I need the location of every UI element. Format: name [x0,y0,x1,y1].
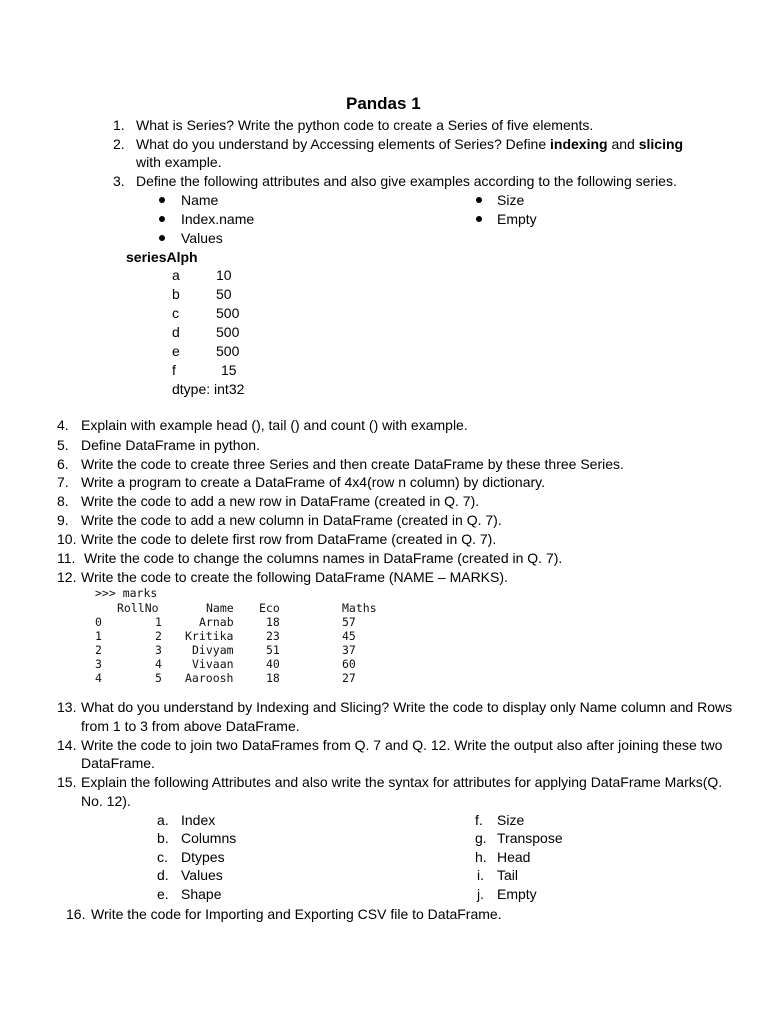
attribute-item: Columns [181,830,237,846]
row-index: 0 [95,615,102,629]
bold-term-indexing: indexing [550,136,608,152]
attribute-letter: e. [157,886,169,902]
question-15-text: Explain the following Attributes and also write the syntax for attributes for applying DataFrame Marks(Q. [81,774,723,790]
cell-rollno: 2 [155,629,162,643]
attribute-item: Tail [497,867,519,883]
row-index: 3 [95,657,102,671]
column-header-rollno: RollNo [117,601,159,615]
column-header-name: Name [206,601,234,615]
question-12-text: Write the code to create the following DataFrame (NAME – MARKS). [81,569,508,585]
bullet-icon [159,216,165,222]
cell-maths: 45 [342,629,356,643]
series-name-label: seriesAlph [126,249,198,265]
question-7-text: Write a program to create a DataFrame of 4x4(row n column) by dictionary. [81,474,545,490]
cell-maths: 37 [342,643,356,657]
question-number: 14. [57,737,77,753]
question-2-text [136,136,683,152]
question-number: 6. [57,456,69,472]
question-3-text: Define the following attributes and also give examples according to the following series. [136,173,677,189]
attribute-letter: b. [157,830,169,846]
cell-maths: 57 [342,615,356,629]
question-9-text: Write the code to add a new column in DataFrame (created in Q. 7). [81,512,502,528]
series-index: c [172,305,179,321]
cell-name: Divyam [192,643,234,657]
attribute-bullet-item: Empty [497,211,537,227]
series-value: 10 [216,267,232,283]
question-6-text: Write the code to create three Series and then create DataFrame by these three Series. [81,456,624,472]
attribute-letter: i. [477,867,484,883]
series-value: 50 [216,286,232,302]
question-number: 4. [57,417,69,433]
cell-maths: 27 [342,671,356,685]
console-prompt: >>> marks [95,586,158,600]
attribute-bullet-item: Index.name [181,211,255,227]
series-index: b [172,286,180,302]
cell-eco: 23 [266,629,280,643]
question-13-continuation: from 1 to 3 from above DataFrame. [81,718,300,734]
cell-eco: 40 [266,657,280,671]
row-index: 1 [95,629,102,643]
question-2-text-part: What do you understand by Accessing elements of Series? Define [136,136,551,152]
cell-eco: 18 [266,671,280,685]
series-index: a [172,267,180,283]
question-number: 3. [113,173,125,189]
question-number: 9. [57,512,69,528]
series-value: 500 [216,305,240,321]
series-index: e [172,343,180,359]
cell-name: Aaroosh [185,671,234,685]
question-5-text: Define DataFrame in python. [81,437,260,453]
attribute-item: Transpose [497,830,563,846]
attribute-item: Values [181,867,223,883]
column-header-maths: Maths [342,601,377,615]
attribute-letter: f. [475,812,483,828]
cell-rollno: 5 [155,671,162,685]
question-4-text: Explain with example head (), tail () and count () with example. [81,417,468,433]
cell-eco: 51 [266,643,280,657]
bullet-icon [476,216,482,222]
attribute-item: Size [497,812,525,828]
attribute-letter: j. [477,886,484,902]
attribute-item: Index [181,812,216,828]
question-11-text: Write the code to change the columns names in DataFrame (created in Q. 7). [84,550,563,566]
cell-name: Kritika [185,629,234,643]
question-number: 7. [57,474,69,490]
question-10-text: Write the code to delete first row from DataFrame (created in Q. 7). [81,531,497,547]
attribute-letter: h. [475,849,487,865]
attribute-item: Shape [181,886,222,902]
bullet-icon [476,197,482,203]
question-8-text: Write the code to add a new row in DataFrame (created in Q. 7). [81,493,480,509]
bold-term-slicing: slicing [638,136,684,152]
cell-name: Arnab [199,615,234,629]
attribute-letter: d. [157,867,169,883]
question-number: 2. [113,136,125,152]
question-2-text-part: and [607,136,639,152]
question-14-continuation: DataFrame. [81,755,155,771]
cell-name: Vivaan [192,657,234,671]
cell-rollno: 3 [155,643,162,657]
row-index: 2 [95,643,102,657]
question-number: 12. [57,569,77,585]
bullet-icon [159,197,165,203]
bullet-icon [159,235,165,241]
series-index: d [172,324,180,340]
question-14-text: Write the code to join two DataFrames from Q. 7 and Q. 12. Write the output also after joining these two [81,737,723,753]
question-number: 10. [57,531,77,547]
series-index: f [172,362,176,378]
page-title: Pandas 1 [346,94,421,113]
attribute-letter: g. [475,830,487,846]
question-number: 11. [57,550,76,566]
attribute-item: Empty [497,886,537,902]
question-16-text: Write the code for Importing and Exporting CSV file to DataFrame. [91,906,502,922]
cell-rollno: 1 [155,615,162,629]
cell-rollno: 4 [155,657,162,671]
column-header-eco: Eco [259,601,280,615]
cell-eco: 18 [266,615,280,629]
attribute-item: Dtypes [181,849,225,865]
question-13-text: What do you understand by Indexing and Slicing? Write the code to display only Name column and Rows [81,699,733,715]
series-value: 500 [216,343,240,359]
question-1-text: What is Series? Write the python code to create a Series of five elements. [136,117,594,133]
question-number: 5. [57,437,69,453]
attribute-bullet-item: Size [497,192,525,208]
series-value: 500 [216,324,240,340]
question-number: 13. [57,699,77,715]
attribute-bullet-item: Name [181,192,219,208]
cell-maths: 60 [342,657,356,671]
question-number: 1. [113,117,125,133]
attribute-letter: c. [157,849,168,865]
series-dtype: dtype: int32 [172,381,245,397]
attribute-bullet-item: Values [181,230,223,246]
attribute-item: Head [497,849,531,865]
series-value: 15 [221,362,237,378]
question-15-continuation: No. 12). [81,793,131,809]
question-number: 16. [66,906,86,922]
question-number: 8. [57,493,69,509]
question-number: 15. [57,774,77,790]
question-2-continuation: with example. [136,154,222,170]
row-index: 4 [95,671,102,685]
attribute-letter: a. [157,812,169,828]
